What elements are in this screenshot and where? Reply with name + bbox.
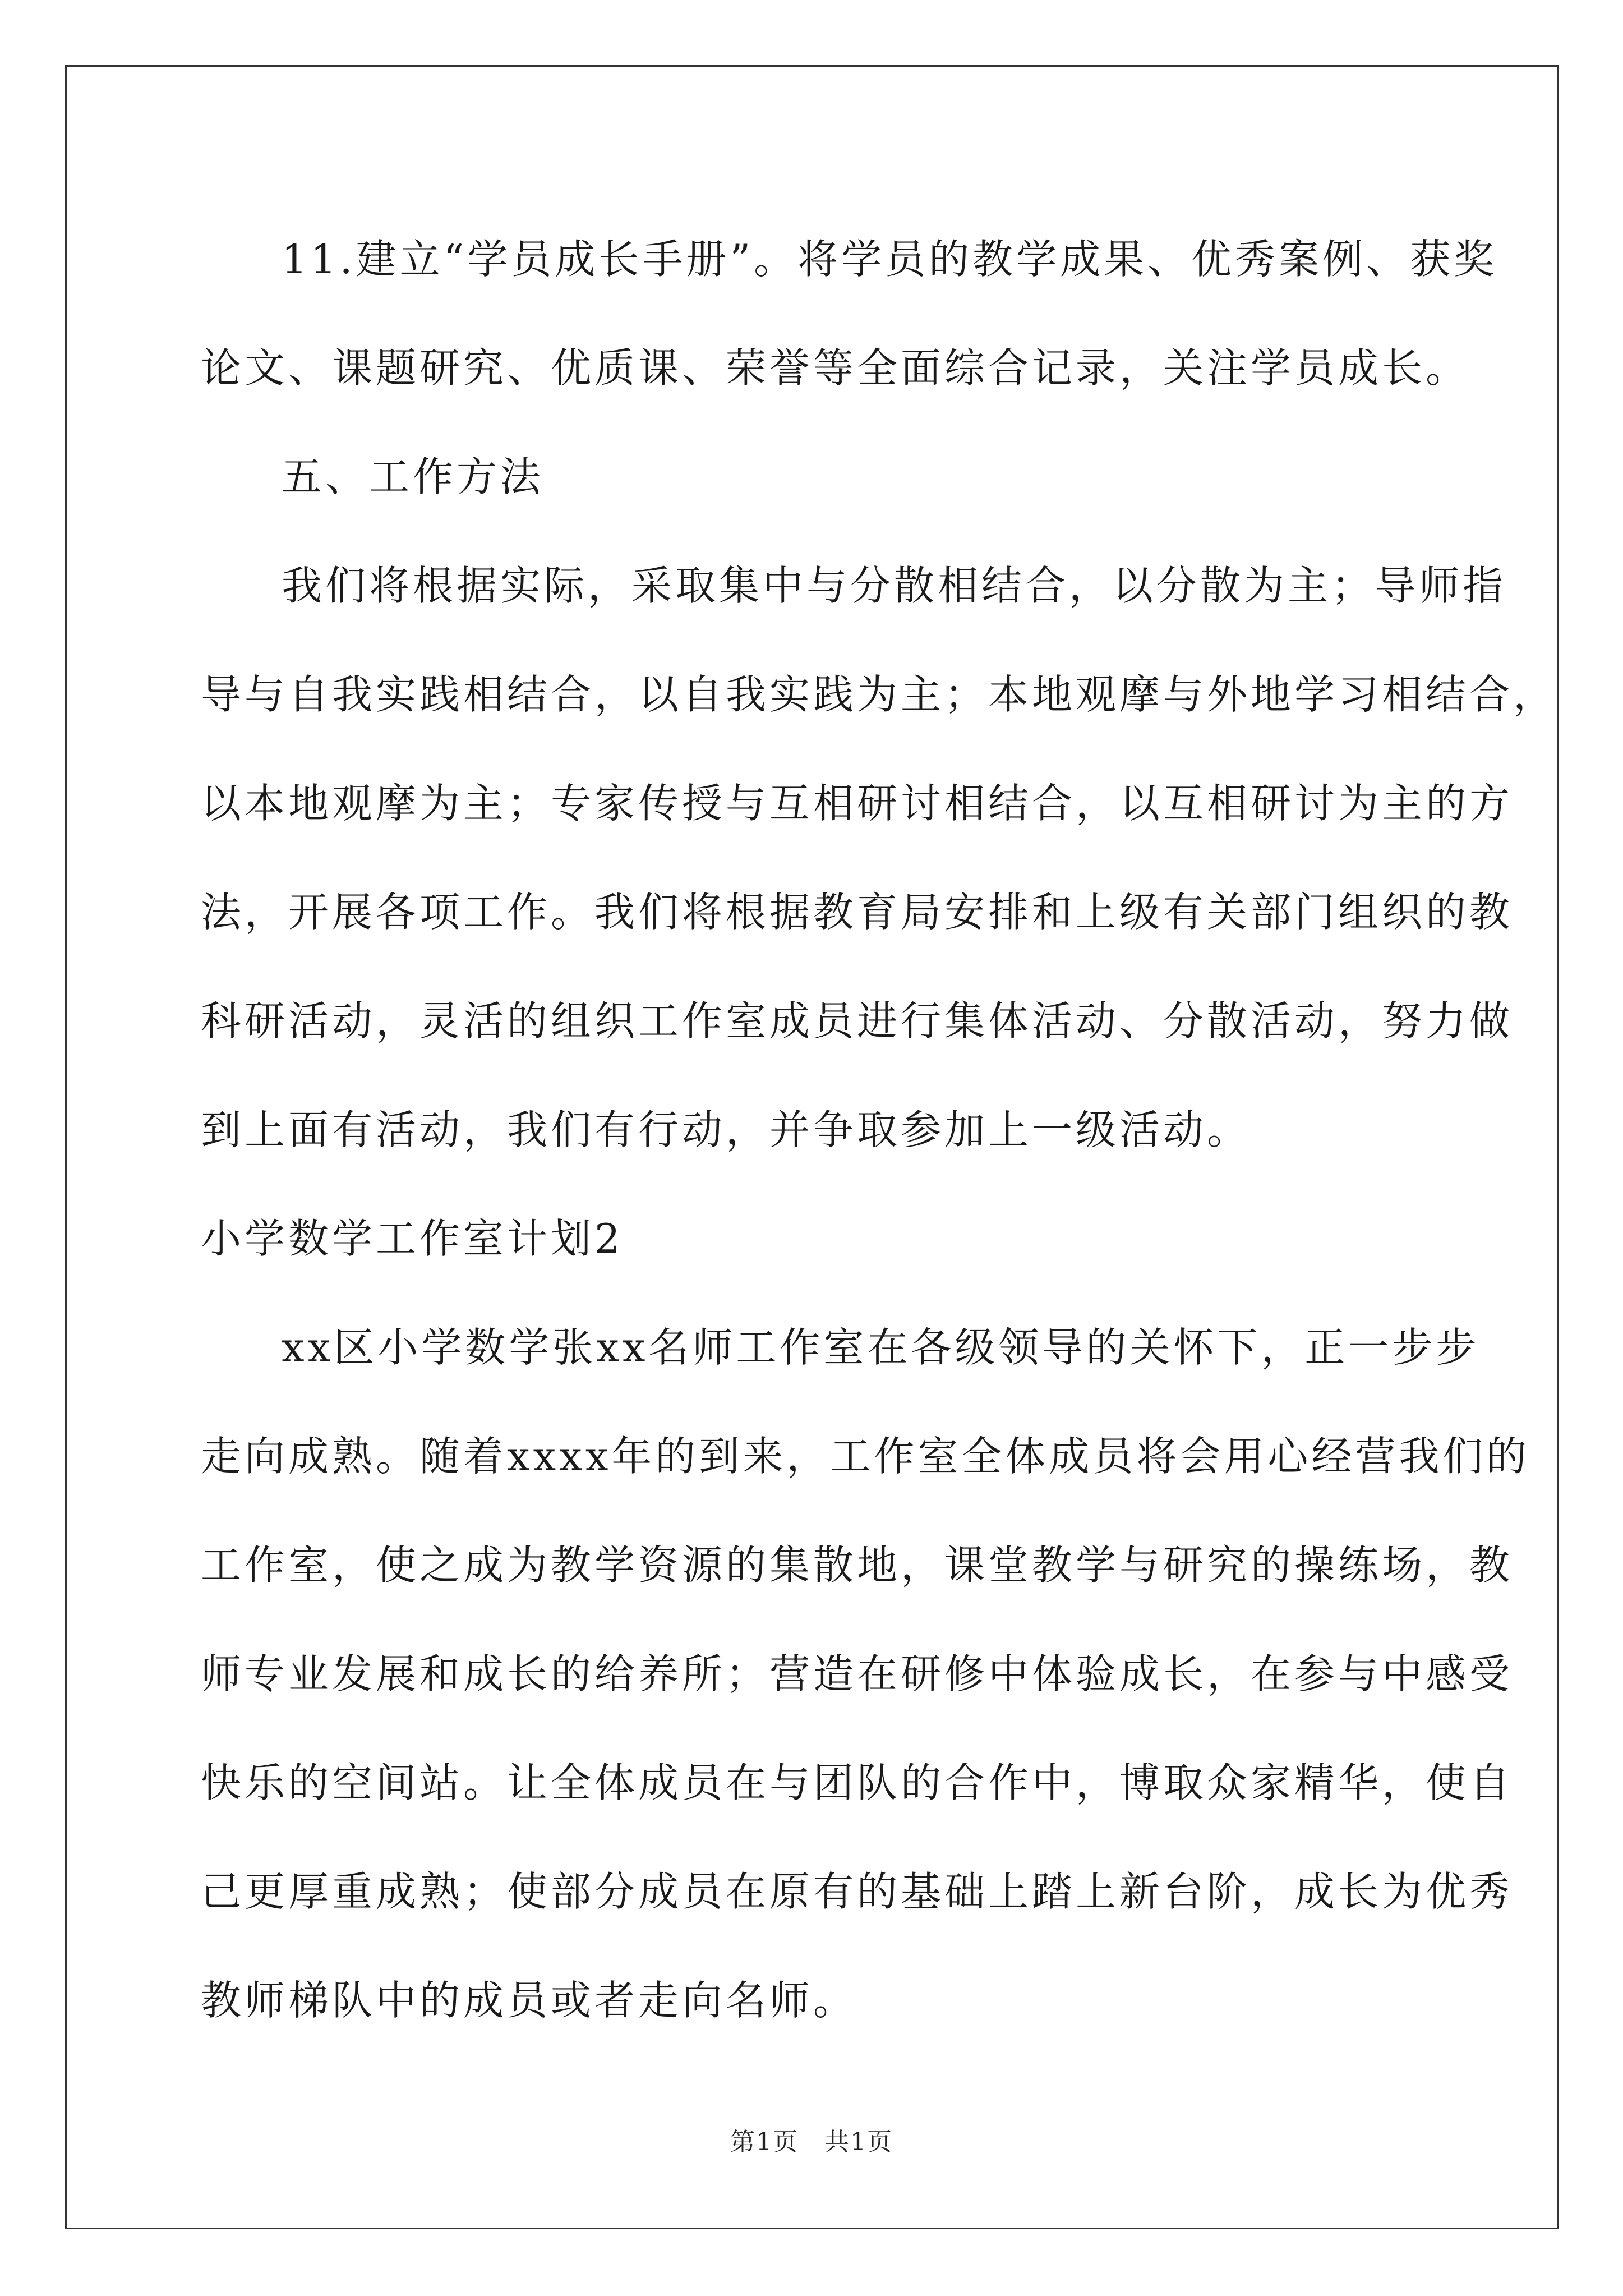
text-line: 师专业发展和成长的给养所；营造在研修中体验成长，在参与中感受 <box>201 1650 1514 1697</box>
document-title-plan-2 <box>201 1184 1450 1293</box>
text-line: 11.建立“学员成长手册”。将学员的教学成果、优秀案例、获奖 <box>282 236 1498 283</box>
document-body <box>201 205 1557 2055</box>
text-line: 工作室，使之成为教学资源的集散地，课堂教学与研究的操练场，教 <box>201 1542 1514 1589</box>
text-line: 小学数学工作室计划2 <box>201 1215 624 1262</box>
paragraph-work-methods <box>201 531 1557 1184</box>
text-line: 快乐的空间站。让全体成员在与团队的合作中，博取众家精华，使自 <box>201 1759 1514 1806</box>
text-line: 论文、课题研究、优质课、荣誉等全面综合记录，关注学员成长。 <box>201 344 1470 392</box>
section-heading-work-methods <box>201 422 1450 531</box>
text-line: 五、工作方法 <box>282 453 545 500</box>
text-line: 教师梯队中的成员或者走向名师。 <box>201 1977 857 2024</box>
text-line: 走向成熟。随着xxxx年的到来，工作室全体成员将会用心经营我们的 <box>201 1433 1530 1480</box>
text-line: 己更厚重成熟；使部分成员在原有的基础上踏上新台阶，成长为优秀 <box>201 1868 1514 1915</box>
text-line: 我们将根据实际，采取集中与分散相结合，以分散为主；导师指 <box>282 562 1507 609</box>
text-line: 科研活动，灵活的组织工作室成员进行集体活动、分散活动，努力做 <box>201 997 1514 1045</box>
page-number-footer: 第1页 共1页 <box>730 2128 893 2156</box>
text-line: 导与自我实践相结合，以自我实践为主；本地观摩与外地学习相结合， <box>201 671 1557 718</box>
paragraph-plan-2-intro <box>201 1293 1530 2055</box>
paragraph-student-handbook <box>201 205 1498 422</box>
text-line: 以本地观摩为主；专家传授与互相研讨相结合，以互相研讨为主的方 <box>201 780 1514 827</box>
text-line: 到上面有活动，我们有行动，并争取参加上一级活动。 <box>201 1106 1251 1153</box>
text-line: 法，开展各项工作。我们将根据教育局安排和上级有关部门组织的教 <box>201 889 1514 936</box>
text-line: xx区小学数学张xx名师工作室在各级领导的关怀下，正一步步 <box>282 1324 1480 1371</box>
